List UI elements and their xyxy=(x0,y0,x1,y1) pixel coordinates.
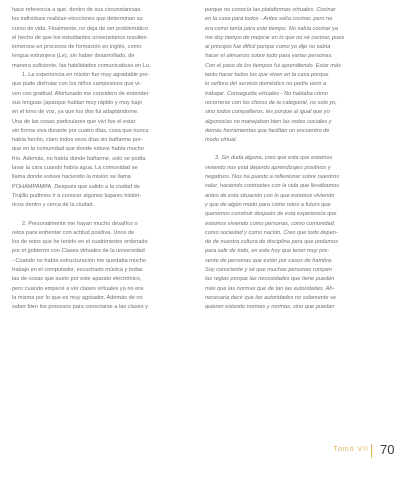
text-line: en la casa para todos - Antes solía cocinar, pero no xyxy=(205,16,333,23)
text-line: porque no conocía las plataformas virtuales. Cocinar xyxy=(205,7,336,13)
text-line: había hecho, claro todos esos días sin bañarme por- xyxy=(12,137,143,144)
text-line: saber bien los procesos para conectarse a las clases y xyxy=(12,304,148,311)
text-line: en el tono de voz, ya que los dos fui adaptándome. xyxy=(12,109,139,116)
text-line: por el gobierno con Clases virtuales de la universidad xyxy=(12,248,145,255)
text-line: recorrerse con los chicos de la categorial, no solo yo, xyxy=(205,99,337,106)
left-text-column xyxy=(12,6,195,313)
text-line: POHAMPAMPA. Después que salido a la ciudad de xyxy=(12,183,140,190)
text-line: lavar la cara cuando había agua. La comunidad se xyxy=(12,165,138,172)
text-line: estamos viviendo como personas, como comunidad, xyxy=(205,220,336,227)
text-line: Trujillo pudimos ir a conocer algunos lugares históri- xyxy=(12,192,142,199)
page-number: 70 xyxy=(380,442,395,457)
text-line: me doy tiempo de mejorar en lo que no sé cocinar, pues xyxy=(205,34,345,41)
text-line: llama donde estuve haciendo la misión se llama xyxy=(12,174,131,181)
text-line: los individuos realizan elecciones que determinan su xyxy=(12,16,143,23)
text-line: hace referencia a que, dentro de sus circunstancias, xyxy=(12,7,142,13)
text-line: que en la comunidad que donde estuve había mucho xyxy=(12,146,144,153)
text-line: las reglas porque las necesidades que tiene pueden xyxy=(205,276,335,283)
text-line: sin forma viva durante por cuatro días, cosa que nunca xyxy=(12,127,149,134)
text-line: queremos construir después de esta experiencia que xyxy=(205,211,337,218)
text-line: antes de esta situación con lo que estamos viviendo xyxy=(205,192,335,199)
volume-label: Tomo VII xyxy=(333,446,369,453)
text-line: como sociedad y como nación. Creo que todo depen- xyxy=(205,229,338,236)
text-line: los de retos que he tenido en el cuatrimestre ordenado xyxy=(12,239,148,246)
text-line: Una de las cosas particulares que viví fue el estar xyxy=(12,118,136,125)
text-line: lo señora del servicio doméstico no podía venir a xyxy=(205,81,327,88)
text-line: ven con gratitud. Afortunado me considero de entender xyxy=(12,90,149,97)
text-line: sino todos compañeros, les porque al igual que yo xyxy=(205,109,330,116)
footer-divider xyxy=(371,444,372,458)
text-line: tanto hacer todos los que viven en la casa porque xyxy=(205,72,329,79)
text-line: y que de algún modo para cómo retos a futuro que xyxy=(205,201,331,208)
text-line: lengua extranjera (Le), sin haber desarrollado, de xyxy=(12,53,135,60)
text-line: trabajo en el computador, escuchado música y todas xyxy=(12,267,143,274)
text-line: curso de vida. Finalmente, no deja de ser problemático xyxy=(12,25,149,32)
text-line: valor, haciendo contrastes con la vida que llevábamos xyxy=(205,183,340,190)
text-line: el hecho de que los estudiantes universitarios resulten xyxy=(12,34,147,41)
text-line: trabajar. Conseguida virtuales - No hablaba cómo xyxy=(205,90,328,97)
text-line: 3. Sin duda alguna, creo que esta que estamos xyxy=(215,155,333,162)
paragraph-gap xyxy=(12,211,195,220)
text-line: más que las normas que de tan las autoridades. Ah- xyxy=(205,285,335,292)
text-line: inmersos en procesos de formación en inglés, como xyxy=(12,44,142,51)
text-line: frío. Además, no había donde bañarme, solo se podía xyxy=(12,155,146,162)
text-line: las de cosas que suelo por este aparato electrónico, xyxy=(12,276,142,283)
text-line: Soy consciente y sé que muchas personas rompen xyxy=(205,267,332,274)
text-line: era como tenía para este tiempo. No sabía cocinar ya xyxy=(205,25,339,32)
text-line: demás herramientas que facilitan un encuentro de xyxy=(205,127,330,134)
text-line: quieren estando normas y normas, sino que puedan xyxy=(205,304,335,311)
text-line: la misma por lo que es muy agotador. Además de no xyxy=(12,294,143,301)
text-line: que pude disfrutar con los niños campesinos que vi- xyxy=(12,81,142,88)
text-line: al principio fue difícil porque como yo dije no sabía xyxy=(205,44,331,51)
text-line: sus lenguas (aparque hablan muy rápido y muy bajo xyxy=(12,99,142,106)
text-line: necesaria decir que las autoridades no solamente se xyxy=(205,294,336,301)
text-line: modo virtual. xyxy=(205,137,238,144)
text-line: sente de personas que están por casos de hambre. xyxy=(205,257,333,264)
text-line: de de nuestra cultura de disciplina para que podamos xyxy=(205,239,339,246)
text-line: - Cuando no había estructuración me quedaba mucho xyxy=(12,257,147,264)
text-line: 2. Personalmente me hayan mucho desafíos o xyxy=(22,220,138,227)
text-line: Con el paso de los tiempos fui aprendiendo. Estar más xyxy=(205,62,341,69)
right-text-column xyxy=(205,6,389,313)
text-line: viviendo nos está dejando aprendizajes positivos y xyxy=(205,164,331,171)
text-line: retos para enfrentar con actitud positiva. Unos de xyxy=(12,229,135,236)
text-line: 1. La experiencia en misión fue muy agradable por- xyxy=(22,72,150,79)
text-line: para salir de todo, en este hoy que tener muy pre- xyxy=(205,248,330,255)
text-line: manera suficiente, las habilidades comunicativas en Lu. xyxy=(12,62,151,69)
paragraph-gap xyxy=(205,145,389,154)
text-line: algunos/as no manejaban bien las redes sociales y xyxy=(205,118,332,125)
text-line: hacer el almuerzo sobre todo para varias personas. xyxy=(205,53,333,60)
text-line: negativos. Nos ha puesto a reflexionar sobre nuestros xyxy=(205,174,340,181)
text-line: pero cuando empecé a ver clases virtuales ya no era xyxy=(12,285,144,292)
text-line: ricos dentro y cerca de la ciudad. xyxy=(12,202,95,209)
